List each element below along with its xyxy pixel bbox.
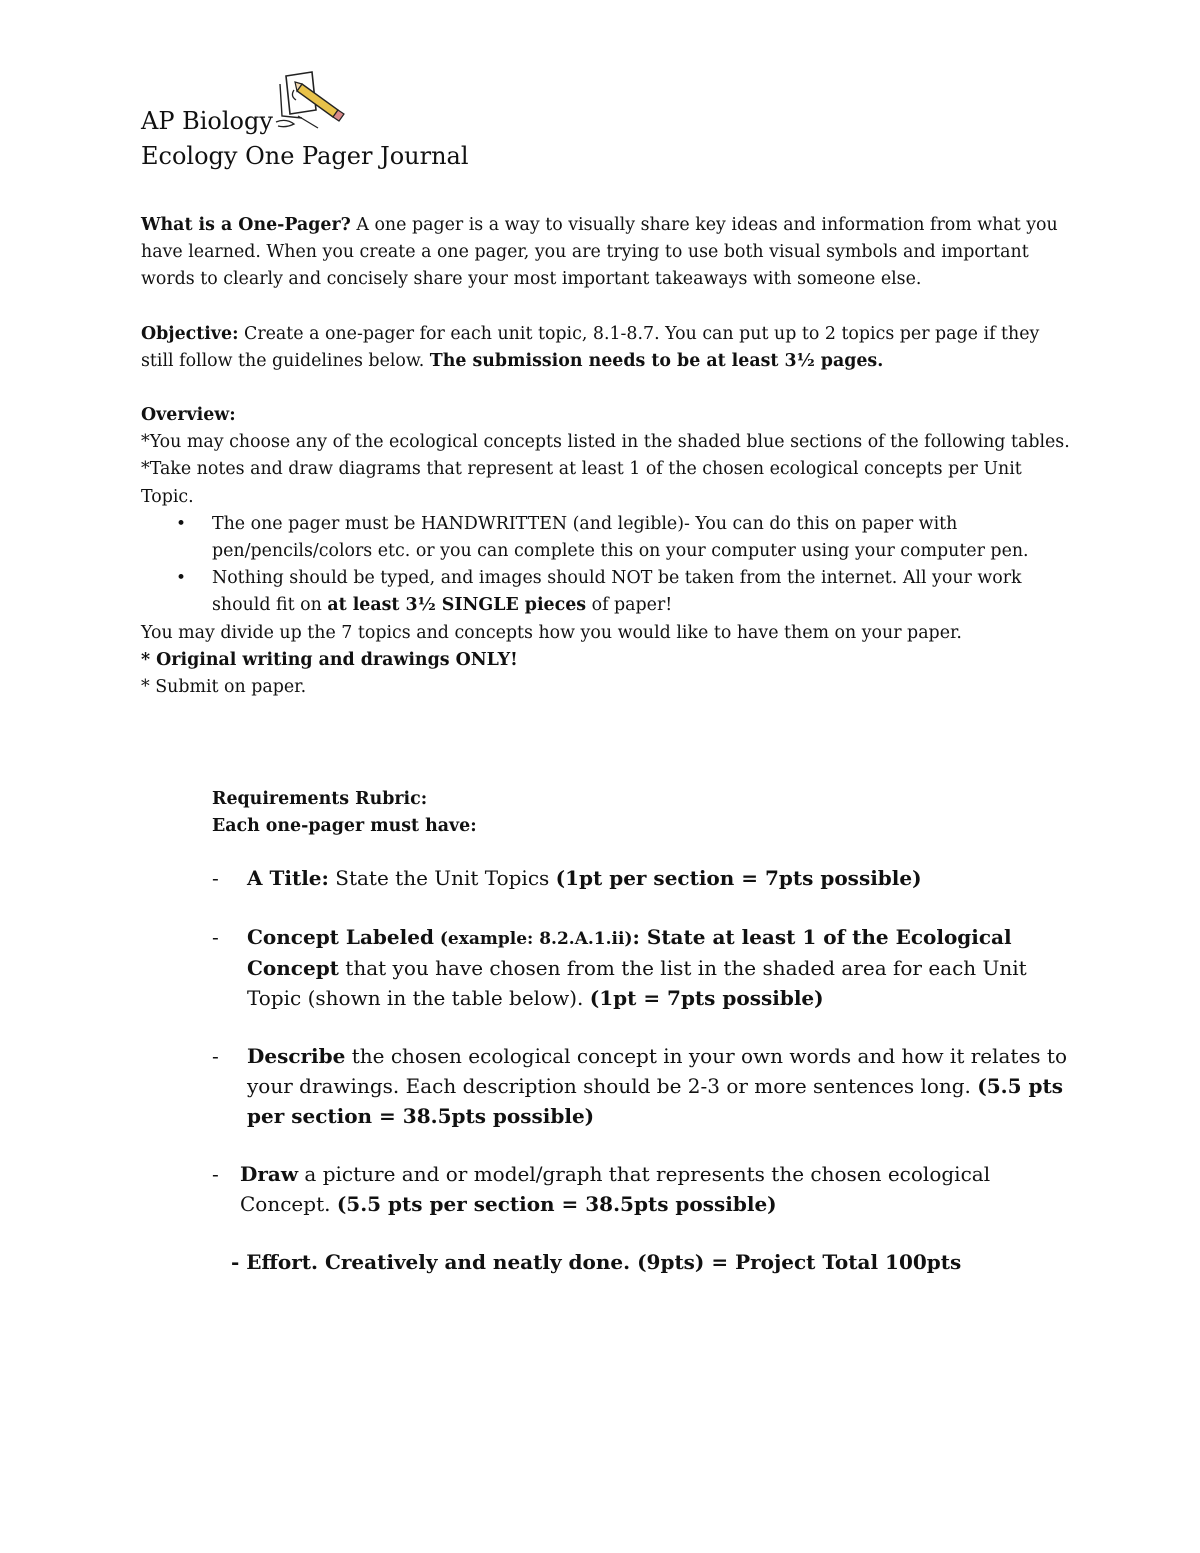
what-is-text: A one pager is a way to visually share key ideas and information from what you have learned. When you create a one pager, you are trying to use both visual symbols and important words to clearly and concisely share your most important takeaways with someone else. <box>141 215 1058 290</box>
what-is-paragraph <box>141 212 1071 294</box>
rubric-item-concept: - Concept Labeled (example: 8.2.A.1.ii): State at least 1 of the Ecological Concept that you have chosen from the list in the shaded area for each Unit Topic (shown in the table below). (1pt = 7pts possible) <box>212 924 1027 1010</box>
rubric-item-title: - A Title: State the Unit Topics (1pt per section = 7pts possible) <box>212 864 1072 894</box>
rubric-item-draw: - Draw a picture and or model/graph that represents the chosen ecological Concept. (5.5 pts per section = 38.5pts possible) <box>212 1162 991 1216</box>
objective-requirement: The submission needs to be at least 3½ pages. <box>429 350 884 371</box>
objective-text: Create a one-pager for each unit topic, 8.1-8.7. You can put up to 2 topics per page if they still follow the guidelines below. <box>141 323 1040 371</box>
dash-icon: - <box>212 924 219 949</box>
list-item: • The one pager must be HANDWRITTEN (and legible)- You can do this on paper with pen/pencils/colors etc. or you can complete this on your computer using your computer pen. <box>141 511 1071 565</box>
dash-icon: - <box>212 1162 219 1187</box>
dash-icon: - <box>212 1044 219 1069</box>
bullet-icon: • <box>176 568 187 589</box>
bullet-icon: • <box>176 513 187 534</box>
overview-line-4: * Original writing and drawings ONLY! <box>141 649 518 670</box>
overview-line-2: *Take notes and draw diagrams that represent at least 1 of the chosen ecological concepts per Unit Topic. <box>141 459 1022 507</box>
overview-line-5: * Submit on paper. <box>141 677 307 698</box>
rubric-item-describe: - Describe the chosen ecological concept in your own words and how it relates to your drawings. Each description should be 2-3 or more sentences long. (5.5 pts per section = 38.5pts possible) <box>212 1044 1067 1128</box>
dash-icon: - <box>212 866 219 890</box>
objective-paragraph <box>141 321 1071 375</box>
rubric-item-effort: - Effort. Creatively and neatly done. (9pts) = Project Total 100pts <box>231 1250 962 1275</box>
rubric-heading: Requirements Rubric: Each one-pager must have: <box>212 786 477 840</box>
what-is-label: What is a One-Pager? <box>141 215 351 235</box>
overview-bullets <box>141 511 1071 620</box>
course-name: AP Biology <box>141 107 273 135</box>
rubric-list <box>212 864 1072 1307</box>
rubric-subheading: Each one-pager must have: <box>212 816 477 837</box>
document-body <box>141 212 1071 701</box>
page-title: Ecology One Pager Journal <box>141 142 469 170</box>
list-item: • Nothing should be typed, and images should NOT be taken from the internet. All your work should fit on at least 3½ SINGLE pieces of paper! <box>141 565 1071 619</box>
overview-line-1: *You may choose any of the ecological concepts listed in the shaded blue sections of the following tables. <box>141 432 1070 453</box>
objective-label: Objective: <box>141 323 239 344</box>
overview-label: Overview: <box>141 405 236 426</box>
pencil-paper-icon <box>272 70 348 132</box>
overview-line-3: You may divide up the 7 topics and concepts how you would like to have them on your paper. <box>141 622 962 643</box>
